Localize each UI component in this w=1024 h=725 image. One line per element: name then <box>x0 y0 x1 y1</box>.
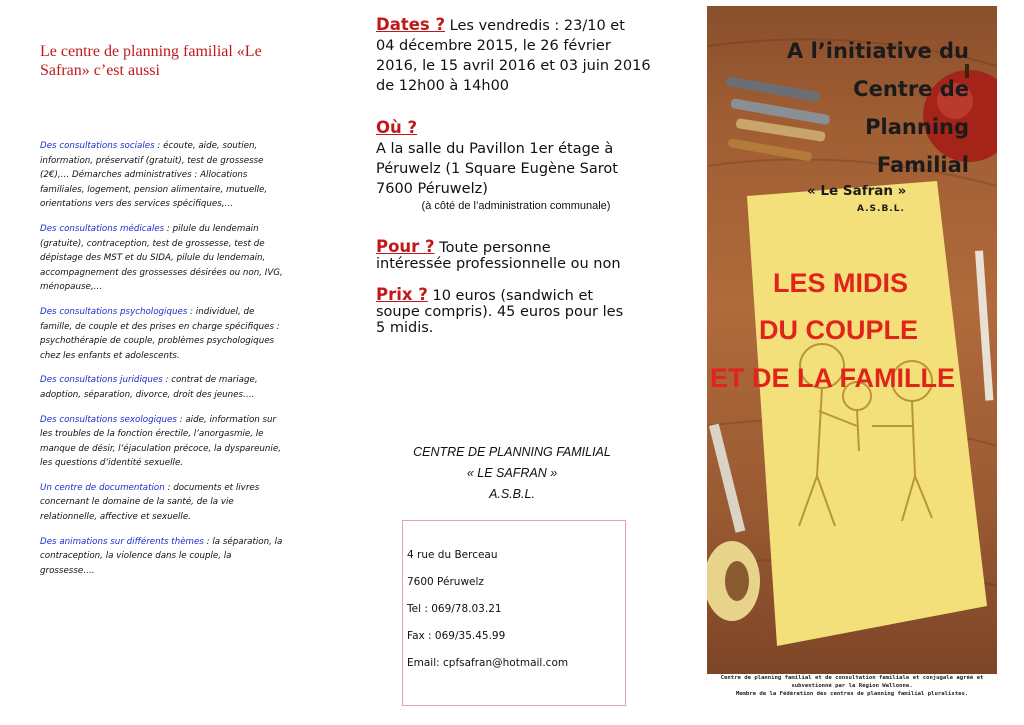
left-column <box>40 0 290 725</box>
safran-name: « Le Safran » <box>807 183 907 199</box>
drawing-paper <box>747 181 987 646</box>
contact-tel: Tel : 069/78.03.21 <box>407 603 502 615</box>
initiative-heading: A l’initiative du Centre de Planning Familial <box>787 39 969 177</box>
services-list <box>40 139 288 588</box>
contact-city: 7600 Péruwelz <box>407 576 484 588</box>
service-item <box>40 222 288 295</box>
service-text: : aide, information sur les troubles de la fonction érectile, l’anorgasmie, le manque de désir, l’éjaculation précoce, la dyspareunie, les questions d’identité sexuelle. <box>40 414 281 469</box>
service-item <box>40 305 288 363</box>
service-text: : la séparation, la contraception, la violence dans le couple, la grossesse…. <box>40 536 283 576</box>
price-text: 10 euros (sandwich et <box>432 288 594 304</box>
service-title: Un centre de documentation <box>40 482 165 493</box>
dates-line: de 12h00 à 14h00 <box>376 78 510 94</box>
centre-line: CENTRE DE PLANNING FAMILIAL <box>413 445 611 459</box>
service-title: Des consultations médicales <box>40 223 165 234</box>
crayon-image <box>709 424 745 533</box>
price-label: Prix ? <box>376 285 428 304</box>
location-line: 7600 Péruwelz) <box>376 181 488 197</box>
centre-name <box>372 442 652 505</box>
cover-panel <box>707 6 997 674</box>
tape-roll-image <box>707 541 760 621</box>
headline-line: LES MIDIS <box>773 268 909 298</box>
dates-label: Dates ? <box>376 15 446 34</box>
service-title: Des consultations juridiques <box>40 375 163 386</box>
service-text: : contrat de mariage, adoption, séparation, divorce, droit des jeunes…. <box>40 375 258 400</box>
intro-heading: Le centre de planning familial «Le Safran» c’est aussi <box>40 43 262 79</box>
service-item <box>40 373 288 402</box>
panel-footer: Centre de planning familial et de consultation familiale et conjugale agréé et subventionné par la Région Wallonne. Membre de la Fédération des centres de planning familial pluralistes. <box>720 675 984 698</box>
location-section <box>376 118 666 213</box>
middle-column <box>372 0 662 725</box>
location-note: (à côté de l’administration communale) <box>421 200 611 212</box>
audience-section <box>376 239 666 272</box>
pencil-image <box>975 250 993 400</box>
headline-line: DU COUPLE <box>759 315 919 345</box>
service-item <box>40 413 288 471</box>
service-title: Des consultations psychologiques <box>40 306 188 317</box>
service-item <box>40 535 288 579</box>
dates-line: 2016, le 15 avril 2016 et 03 juin 2016 <box>376 58 651 74</box>
contact-fax: Fax : 069/35.45.99 <box>407 630 506 642</box>
price-section <box>376 287 666 336</box>
centre-line: « LE SAFRAN » <box>466 466 558 480</box>
location-line: Péruwelz (1 Square Eugène Sarot <box>376 161 618 177</box>
dates-line: Les vendredis : 23/10 et <box>449 18 625 34</box>
service-title: Des consultations sociales <box>40 141 155 151</box>
dates-line: 04 décembre 2015, le 26 février <box>376 38 611 54</box>
service-title: Des animations sur différents thèmes <box>40 536 204 547</box>
service-text: : documents et livres concernant le domaine de la santé, de la vie relationnelle, affective et sexuelle. <box>40 482 260 523</box>
contact-box <box>402 520 626 706</box>
centre-line: A.S.B.L. <box>489 487 535 501</box>
audience-text: Toute personne <box>439 240 551 256</box>
audience-label: Pour ? <box>376 237 435 256</box>
contact-email[interactable]: Email: cpfsafran@hotmail.com <box>407 657 569 669</box>
audience-line: intéressée professionnelle ou non <box>376 256 621 272</box>
price-line: 5 midis. <box>376 320 434 336</box>
service-text: : pilule du lendemain (gratuite), contraception, test de grossesse, test de dépistage des MST et du SIDA, pilule du lendemain, accompagnement des grossesses désirées ou non, IVG, ménopause,… <box>40 223 283 293</box>
price-line: soupe compris). 45 euros pour les <box>376 304 624 320</box>
dates-section <box>376 15 666 96</box>
service-item <box>40 481 288 525</box>
safran-asbl: A.S.B.L. <box>857 204 905 214</box>
contact-address: 4 rue du Berceau <box>407 549 498 561</box>
location-line: A la salle du Pavillon 1er étage à <box>376 141 614 157</box>
service-text: : écoute, aide, soutien, information, préservatif (gratuit), test de grossesse (2€),… Démarches administratives : Allocations familiales, logement, pension alimentaire, mutuelle, orientations vers des services spécifiques,… <box>40 141 268 210</box>
headline-line: ET DE LA FAMILLE <box>710 363 955 393</box>
service-text: : individuel, de famille, de couple et des prises en charge spécifiques : psychothérapie de couple, problèmes psychologiques chez les enfants et adolescents. <box>40 306 280 361</box>
location-label: Où ? <box>376 118 418 137</box>
service-title: Des consultations sexologiques <box>40 414 177 425</box>
service-item <box>40 139 288 212</box>
